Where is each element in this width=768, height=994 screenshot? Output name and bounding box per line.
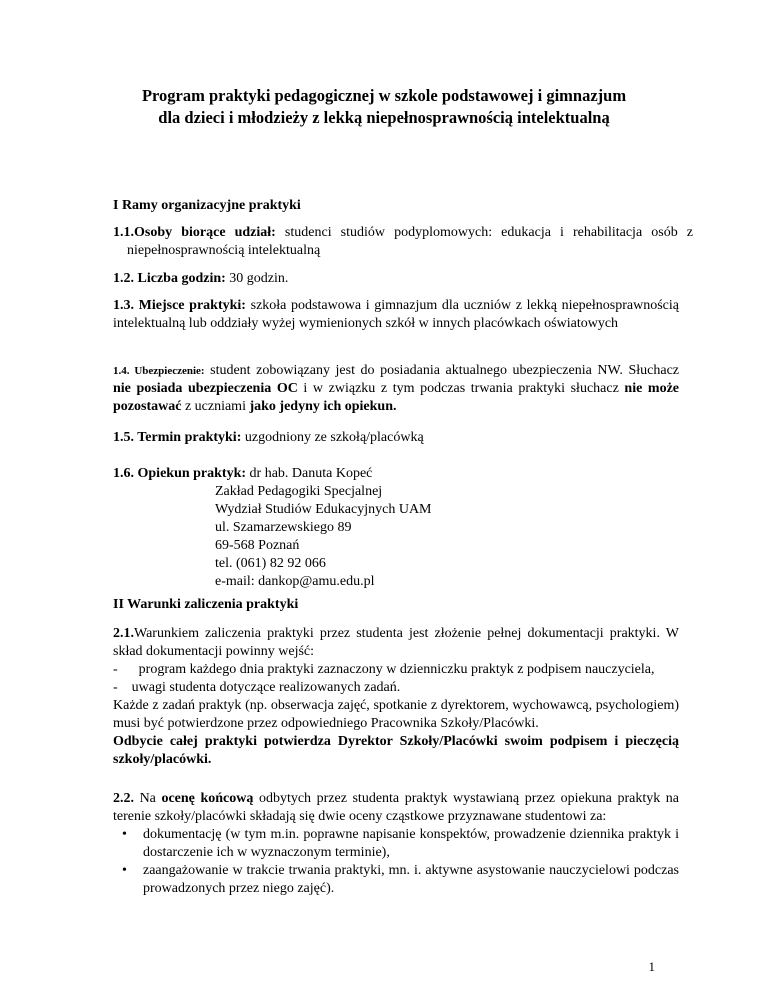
bullet-icon: • — [122, 827, 127, 842]
paragraph-2-1-label: 2.1. — [113, 626, 134, 641]
paragraph-1-4-text-2: i w związku z tym podczas trwania praktyki słuchacz — [297, 381, 625, 396]
page-number: 1 — [648, 959, 655, 974]
paragraph-1-1 — [113, 224, 693, 260]
paragraph-1-6 — [113, 465, 679, 483]
dash-item-2: - uwagi studenta dotyczące realizowanych zadań. — [113, 680, 401, 695]
paragraph-1-1-text: studenci studiów podyplomowych: edukacja i rehabilitacja osób z niepełnosprawnością intelektualną — [127, 225, 693, 258]
paragraph-1-3-label: 1.3. Miejsce praktyki: — [113, 298, 246, 313]
paragraph-1-4-text-1: student zobowiązany jest do posiadania aktualnego ubezpieczenia NW. Słuchacz — [204, 363, 679, 378]
paragraph-2-1-intro-text: Warunkiem zaliczenia praktyki przez studenta jest złożenie pełnej dokumentacji praktyki. W skład dokumentacji powinny wejść: — [113, 626, 679, 659]
paragraph-1-4-bold-3: jako jedyny ich opiekun. — [249, 399, 397, 414]
paragraph-1-2-text: 30 godzin. — [225, 271, 289, 286]
paragraph-1-3 — [113, 297, 679, 333]
paragraph-1-3-text: szkoła podstawowa i gimnazjum dla uczniów z lekką niepełnosprawnością intelektualną lub oddziały wyżej wymienionych szkół w innych placówkach oświatowych — [113, 298, 679, 331]
paragraph-2-2 — [113, 790, 679, 826]
paragraph-1-4 — [113, 362, 679, 416]
paragraph-1-2-label: 1.2. Liczba godzin: — [113, 271, 226, 286]
page-title — [60, 85, 708, 129]
paragraph-2-2-bold-1: ocenę końcową — [161, 791, 254, 806]
paragraph-2-2-text-2: odbytych przez studenta praktyk wystawianą przez opiekuna praktyk na terenie szkoły/placówki składają się dwie oceny cząstkowe przyznawane studentowi za: — [113, 791, 680, 824]
supervisor-address — [215, 483, 432, 591]
list-item — [113, 826, 679, 862]
section-2-heading: II Warunki zaliczenia praktyki — [113, 597, 299, 612]
list-item-text: dokumentację (w tym m.in. poprawne napisanie konspektów, prowadzenie dziennika praktyk i dostarczenie ich w wyznaczonym terminie), — [143, 827, 679, 860]
paragraph-2-1-intro — [113, 625, 679, 661]
paragraph-2-2-label: 2.2. — [113, 791, 134, 806]
paragraph-2-1-text-2: Każde z zadań praktyk (np. obserwacja zajęć, spotkanie z dyrektorem, wychowawcą, psychologiem) musi być potwierdzone przez odpowiedniego Pracownika Szkoły/Placówki. — [113, 698, 679, 731]
dash-item-1: - program każdego dnia praktyki zaznaczony w dzienniczku praktyk z podpisem nauczyciela, — [113, 662, 655, 677]
paragraph-1-5-text: uzgodniony ze szkołą/placówką — [241, 430, 424, 445]
list-item-text: zaangażowanie w trakcie trwania praktyki, mn. i. aktywne asystowanie nauczycielowi podczas prowadzonych przez niego zajęć). — [143, 863, 679, 896]
paragraph-1-5-label: 1.5. Termin praktyki: — [113, 430, 242, 445]
paragraph-1-1-label: 1.1.Osoby biorące udział: — [113, 225, 276, 240]
paragraph-1-2 — [113, 270, 679, 288]
title-line-2: dla dzieci i młodzieży z lekką niepełnosprawnością intelektualną — [158, 108, 610, 127]
supervisor-name: dr hab. Danuta Kopeć — [246, 466, 373, 481]
address-line: tel. (061) 82 92 066 — [215, 556, 326, 571]
paragraph-1-5 — [113, 429, 679, 447]
address-line: Wydział Studiów Edukacyjnych UAM — [215, 502, 432, 517]
address-line: ul. Szamarzewskiego 89 — [215, 520, 352, 535]
list-item — [113, 862, 679, 898]
paragraph-1-4-text-3: z uczniami — [181, 399, 250, 414]
paragraph-2-1 — [113, 625, 679, 769]
paragraph-2-1-bold-end: Odbycie całej praktyki potwierdza Dyrektor Szkoły/Placówki swoim podpisem i pieczęcią szkoły/placówki. — [113, 734, 679, 767]
paragraph-1-4-label: 1.4. Ubezpieczenie: — [113, 365, 205, 377]
paragraph-2-2-text-1: Na — [134, 791, 162, 806]
bullet-icon: • — [122, 863, 127, 878]
paragraph-1-4-bold-1: nie posiada ubezpieczenia OC — [113, 381, 298, 396]
grading-bullet-list — [113, 826, 679, 898]
address-line: e-mail: dankop@amu.edu.pl — [215, 574, 375, 589]
paragraph-1-6-label: 1.6. Opiekun praktyk: — [113, 466, 247, 481]
section-1-heading: I Ramy organizacyjne praktyki — [113, 198, 301, 213]
title-line-1: Program praktyki pedagogicznej w szkole podstawowej i gimnazjum — [141, 86, 627, 105]
paragraph-1-4-bold-2: nie może pozostawać — [113, 381, 680, 414]
address-line: 69-568 Poznań — [215, 538, 300, 553]
address-line: Zakład Pedagogiki Specjalnej — [215, 484, 383, 499]
